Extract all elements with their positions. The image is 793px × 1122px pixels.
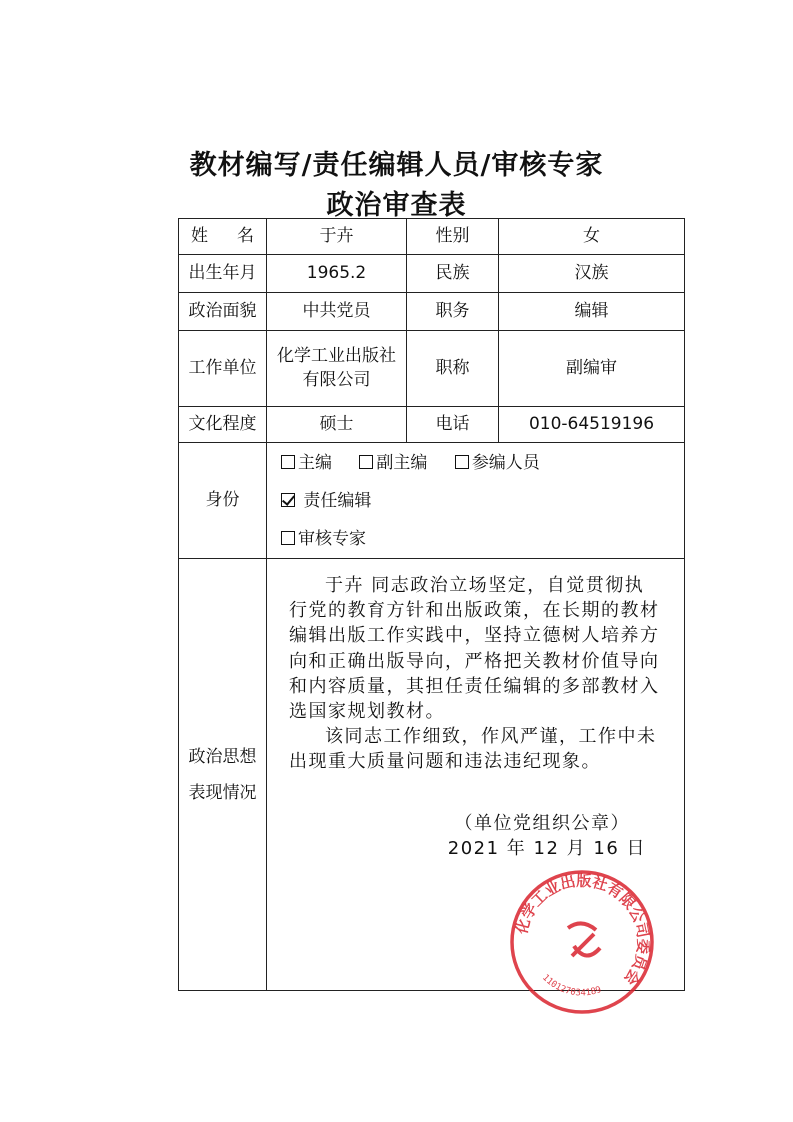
table-row bbox=[179, 559, 685, 991]
education-value: 硕士 bbox=[267, 407, 407, 443]
checkbox-icon[interactable] bbox=[359, 455, 373, 469]
gender-label: 性别 bbox=[407, 219, 499, 255]
position-label: 职务 bbox=[407, 293, 499, 331]
political-performance-content bbox=[267, 559, 685, 991]
birth-label: 出生年月 bbox=[179, 255, 267, 293]
ethnicity-value: 汉族 bbox=[499, 255, 685, 293]
table-row bbox=[179, 293, 685, 331]
identity-option-responsible-editor[interactable]: 责任编辑 bbox=[281, 482, 371, 520]
label-line-2: 表现情况 bbox=[188, 782, 257, 803]
checked-checkbox-icon[interactable] bbox=[281, 493, 295, 507]
ethnicity-label: 民族 bbox=[407, 255, 499, 293]
title-value: 副编审 bbox=[499, 331, 685, 407]
checkbox-icon[interactable] bbox=[281, 531, 295, 545]
title-label: 职称 bbox=[407, 331, 499, 407]
name-label-char-1: 姓 bbox=[191, 225, 208, 246]
table-row bbox=[179, 255, 685, 293]
statement-paragraph-2: 该同志工作细致，作风严谨，工作中未出现重大质量问题和违法违纪现象。 bbox=[289, 726, 657, 773]
review-form-table bbox=[178, 218, 685, 991]
table-row bbox=[179, 331, 685, 407]
table-row bbox=[179, 219, 685, 255]
position-value: 编辑 bbox=[499, 293, 685, 331]
phone-value: 010-64519196 bbox=[499, 407, 685, 443]
name-value: 于卉 bbox=[267, 219, 407, 255]
identity-options bbox=[267, 443, 685, 559]
employer-label: 工作单位 bbox=[179, 331, 267, 407]
document-subtitle: 政治审查表 bbox=[326, 190, 467, 221]
label-line-1: 政治思想 bbox=[188, 746, 257, 767]
education-label: 文化程度 bbox=[179, 407, 267, 443]
gender-value: 女 bbox=[499, 219, 685, 255]
table-row bbox=[179, 407, 685, 443]
political-label: 政治面貌 bbox=[179, 293, 267, 331]
seal-note: （单位党组织公章） bbox=[454, 812, 630, 834]
identity-label: 身份 bbox=[179, 443, 267, 559]
identity-option-deputy-editor[interactable]: 副主编 bbox=[359, 444, 427, 482]
checkbox-icon[interactable] bbox=[455, 455, 469, 469]
phone-label: 电话 bbox=[407, 407, 499, 443]
employer-value bbox=[267, 331, 407, 407]
name-label-char-2: 名 bbox=[237, 225, 254, 246]
identity-option-review-expert[interactable]: 审核专家 bbox=[281, 520, 366, 558]
identity-option-chief-editor[interactable]: 主编 bbox=[281, 444, 332, 482]
identity-option-contributor[interactable]: 参编人员 bbox=[455, 444, 540, 482]
checkbox-icon[interactable] bbox=[281, 455, 295, 469]
table-row bbox=[179, 443, 685, 559]
seal-number: 110127034189 bbox=[539, 972, 603, 999]
statement-paragraph-1: 于卉 同志政治立场坚定，自觉贯彻执行党的教育方针和出版政策，在长期的教材编辑出版工作实践中，坚持立德树人培养方向和正确出版导向，严格把关教材价值导向和内容质量，其担任责任编辑的多部教材入选国家规划教材。 bbox=[289, 575, 660, 722]
political-value: 中共党员 bbox=[267, 293, 407, 331]
employer-line-2: 有限公司 bbox=[302, 369, 371, 390]
political-performance-label bbox=[179, 559, 267, 991]
name-label bbox=[179, 219, 267, 255]
birth-value: 1965.2 bbox=[267, 255, 407, 293]
seal-text: 化学工业出版社有限公司委员会 bbox=[512, 871, 653, 989]
employer-line-1: 化学工业出版社 bbox=[277, 345, 396, 366]
sign-date: 2021 年 12 月 16 日 bbox=[447, 837, 646, 859]
document-title: 教材编写/责任编辑人员/审核专家 bbox=[189, 150, 604, 181]
